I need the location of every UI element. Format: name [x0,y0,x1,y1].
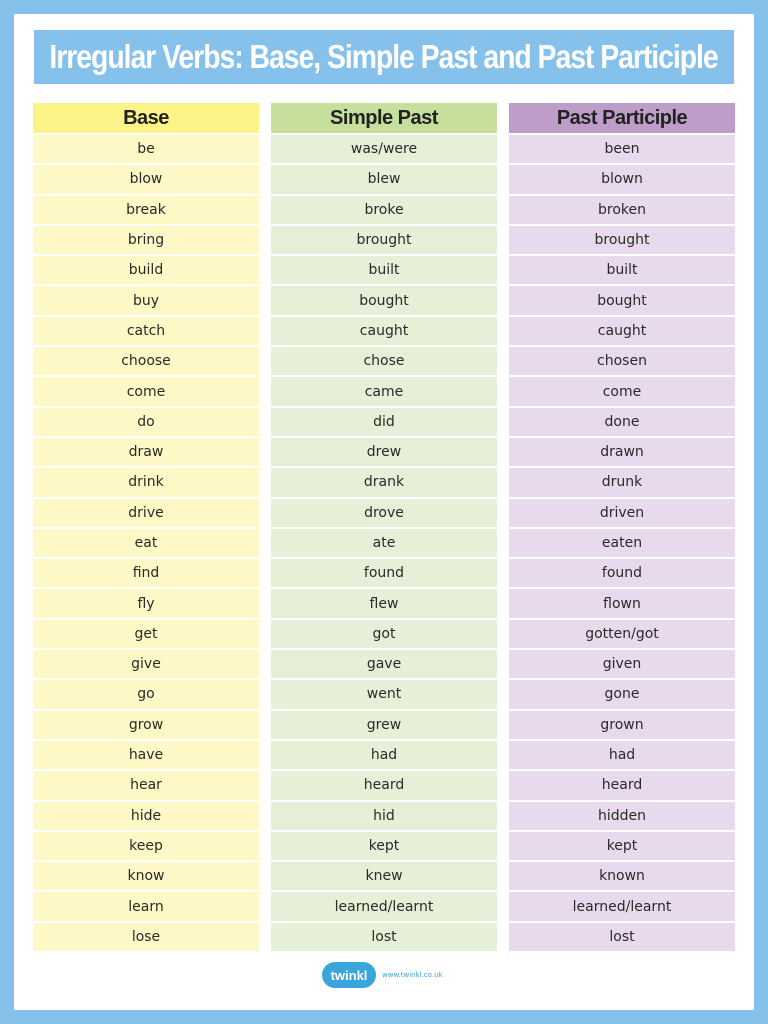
table-cell: come [509,377,735,405]
table-cell: kept [509,832,735,860]
table-cell: drink [33,468,259,496]
table-cell: choose [33,347,259,375]
table-cell: grown [509,711,735,739]
simple-past-column-header: Simple Past [271,103,497,133]
table-cell: flew [271,589,497,617]
table-cell: hid [271,802,497,830]
table-cell: was/were [271,135,497,163]
worksheet [14,14,754,1010]
table-cell: came [271,377,497,405]
table-cell: grow [33,711,259,739]
table-cell: hear [33,771,259,799]
past-participle-cells [509,135,735,953]
table-cell: eaten [509,529,735,557]
table-cell: go [33,680,259,708]
footer [322,962,443,988]
table-cell: have [33,741,259,769]
table-cell: had [509,741,735,769]
table-cell: went [271,680,497,708]
table-cell: bring [33,226,259,254]
table-cell: found [271,559,497,587]
table-cell: broke [271,196,497,224]
table-cell: drove [271,499,497,527]
table-cell: fly [33,589,259,617]
table-cell: built [271,256,497,284]
table-cell: been [509,135,735,163]
table-cell: gone [509,680,735,708]
table-cell: given [509,650,735,678]
table-cell: keep [33,832,259,860]
table-cell: caught [271,317,497,345]
table-cell: heard [271,771,497,799]
page-title: Irregular Verbs: Base, Simple Past and Past Participle [49,38,719,75]
table-cell: drunk [509,468,735,496]
table-cell: blown [509,165,735,193]
table-cell: draw [33,438,259,466]
table-cell: bought [271,286,497,314]
table-cell: be [33,135,259,163]
table-cell: catch [33,317,259,345]
title-banner [34,30,734,84]
table-cell: done [509,408,735,436]
table-cell: gave [271,650,497,678]
simple-past-column [271,103,497,953]
table-cell: heard [509,771,735,799]
table-cell: learned/learnt [271,892,497,920]
table-cell: lost [271,923,497,951]
table-cell: brought [509,226,735,254]
table-cell: eat [33,529,259,557]
table-cell: learned/learnt [509,892,735,920]
table-cell: give [33,650,259,678]
table-cell: knew [271,862,497,890]
table-cell: blow [33,165,259,193]
table-cell: lost [509,923,735,951]
table-cell: grew [271,711,497,739]
table-cell: gotten/got [509,620,735,648]
table-cell: built [509,256,735,284]
table-cell: got [271,620,497,648]
table-cell: drive [33,499,259,527]
table-cell: learn [33,892,259,920]
table-cell: did [271,408,497,436]
table-cell: flown [509,589,735,617]
table-cell: kept [271,832,497,860]
simple-past-cells [271,135,497,953]
table-cell: hide [33,802,259,830]
table-cell: break [33,196,259,224]
base-column [33,103,259,953]
table-cell: driven [509,499,735,527]
table-cell: broken [509,196,735,224]
table-cell: hidden [509,802,735,830]
past-participle-column-header: Past Participle [509,103,735,133]
table-cell: caught [509,317,735,345]
table-cell: brought [271,226,497,254]
table-cell: lose [33,923,259,951]
table-cell: get [33,620,259,648]
table-cell: found [509,559,735,587]
table-cell: had [271,741,497,769]
table-cell: bought [509,286,735,314]
website-link[interactable]: www.twinkl.co.uk [382,971,443,979]
table-cell: build [33,256,259,284]
table-cell: drew [271,438,497,466]
table-cell: know [33,862,259,890]
table-cell: known [509,862,735,890]
table-cell: find [33,559,259,587]
table-cell: come [33,377,259,405]
table-cell: chosen [509,347,735,375]
table-cell: ate [271,529,497,557]
past-participle-column [509,103,735,953]
table-cell: blew [271,165,497,193]
table-cell: do [33,408,259,436]
base-cells [33,135,259,953]
table-cell: drawn [509,438,735,466]
table-cell: chose [271,347,497,375]
twinkl-logo[interactable]: twinkl [322,962,376,988]
table-cell: buy [33,286,259,314]
table-cell: drank [271,468,497,496]
base-column-header: Base [33,103,259,133]
